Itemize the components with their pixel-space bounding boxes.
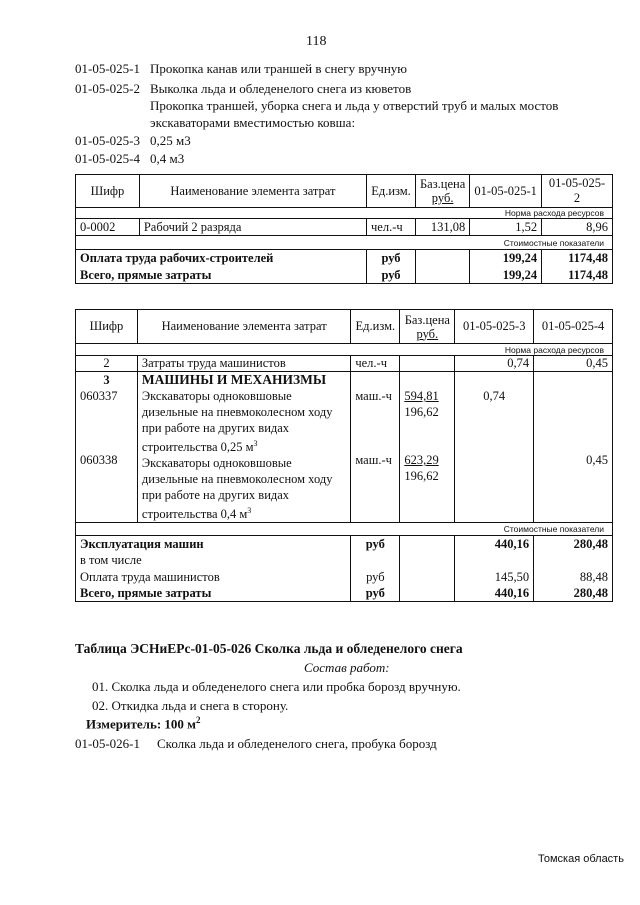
exploit-unit: руб [351,536,400,553]
sum-labour-c2: 1174,48 [542,250,613,268]
entry-text: 0,4 м3 [150,151,185,166]
subheading: Прокопка траншей, уборка снега и льда у отверстий труб и малых мостов [150,98,559,113]
row-name: Рабочий 2 разряда [139,219,366,236]
total-unit: руб [367,268,416,284]
entry-code: 01-05-025-1 [75,61,140,76]
entry-text: Выколка льда и обледенелого снега из кюветов [150,81,412,96]
machine-c2: 0,45 [586,453,608,467]
row-unit: чел.-ч [351,356,400,372]
machine-unit: маш.-ч [355,453,392,467]
header-col2: 01-05-025-4 [534,310,613,344]
resource-table-1 [75,174,613,284]
section-title: МАШИНЫ И МЕХАНИЗМЫ [141,372,327,387]
row-code: 2 [76,356,138,372]
machine-name-line: при работе на других видах [141,421,290,435]
sum-labour-name: Оплата труда рабочих-строителей [76,250,367,268]
machine-c1: 0,74 [483,389,506,403]
cost-label: Стоимостные показатели [76,523,613,536]
machine-unit: маш.-ч [355,389,392,403]
machine-name-line: Экскаваторы одноковшовые [141,389,292,403]
resource-table-2 [75,309,613,602]
row-name: Затраты труда машинистов [137,356,350,372]
machine-code: 060338 [80,453,118,467]
total-c2: 1174,48 [542,268,613,284]
exploit-name: Эксплуатация машин [76,536,351,553]
header-name: Наименование элемента затрат [137,310,350,344]
total-c2: 280,48 [534,586,613,602]
wage-unit: руб [351,569,400,586]
row-c2: 8,96 [542,219,613,236]
entry-code: 01-05-025-2 [75,81,140,96]
wage-name: Оплата труда машинистов [76,569,351,586]
row-price: 131,08 [416,219,470,236]
subheading: экскаваторами вместимостью ковша: [150,115,356,130]
machine-name-line: дизельные на пневмоколесном ходу [141,405,333,419]
entry-code: 01-05-025-4 [75,151,140,166]
total-name: Всего, прямые затраты [76,268,367,284]
total-unit: руб [351,586,400,602]
exploit-c2: 280,48 [534,536,613,553]
header-col1: 01-05-025-3 [455,310,534,344]
work-item: 01. Сколка льда и обледенелого снега или пробка борозд вручную. [92,679,461,694]
header-col2: 01-05-025-2 [542,175,613,208]
row-unit: чел.-ч [367,219,416,236]
section-title: Таблица ЭСНиЕРс-01-05-026 Сколка льда и обледенелого снега [75,641,463,656]
header-price: Баз.цена руб. [400,310,455,344]
exploit-c1: 440,16 [455,536,534,553]
wage-c1: 145,50 [455,569,534,586]
header-col1: 01-05-025-1 [470,175,542,208]
header-code: Шифр [76,310,138,344]
wage-c2: 88,48 [534,569,613,586]
machine-name-line: строительства 0,25 $м^3$ [141,439,258,455]
footer-region: Томская область [538,853,624,865]
machine-name-line: при работе на других видах [141,488,290,503]
machine-name-line: дизельные на пневмоколесном ходу [141,472,333,487]
row-c1: 0,74 [455,356,534,372]
header-unit: Ед.изм. [351,310,400,344]
total-c1: 199,24 [470,268,542,284]
row-code: 0-0002 [76,219,140,236]
entry-code: 01-05-026-1 [75,736,140,751]
measure: Измеритель: 100 $м^2$ [86,715,201,732]
total-name: Всего, прямые затраты [76,586,351,602]
machine-price-wage: 196,62 [404,469,439,483]
norm-label: Норма расхода ресурсов [76,208,613,219]
machine-code: 060337 [80,389,118,403]
row-c1: 1,52 [470,219,542,236]
machine-name-line: строительства 0,4 $м^3$ [141,506,252,522]
work-item: 02. Откидка льда и снега в сторону. [92,698,289,713]
sum-labour-c1: 199,24 [470,250,542,268]
page-number: 118 [306,34,327,49]
works-title: Состав работ: [304,660,390,675]
sum-labour-unit: руб [367,250,416,268]
norm-label: Норма расхода ресурсов [76,344,613,356]
section-code: 3 [103,373,110,387]
entry-text: 0,25 м3 [150,133,191,148]
including-label: в том числе [76,553,351,569]
total-c1: 440,16 [455,586,534,602]
entry-text: Сколка льда и обледенелого снега, пробука борозд [157,736,437,751]
machine-price: 594,81 [404,389,439,403]
entry-code: 01-05-025-3 [75,133,140,148]
row-c2: 0,45 [534,356,613,372]
header-name: Наименование элемента затрат [139,175,366,208]
entry-text: Прокопка канав или траншей в снегу вручную [150,61,407,76]
machine-name-line: Экскаваторы одноковшовые [141,456,292,471]
cost-label: Стоимостные показатели [76,236,613,250]
header-code: Шифр [76,175,140,208]
header-price: Баз.цена руб. [416,175,470,208]
machine-price: 623,29 [404,453,439,467]
header-unit: Ед.изм. [367,175,416,208]
machine-price-wage: 196,62 [404,405,439,419]
